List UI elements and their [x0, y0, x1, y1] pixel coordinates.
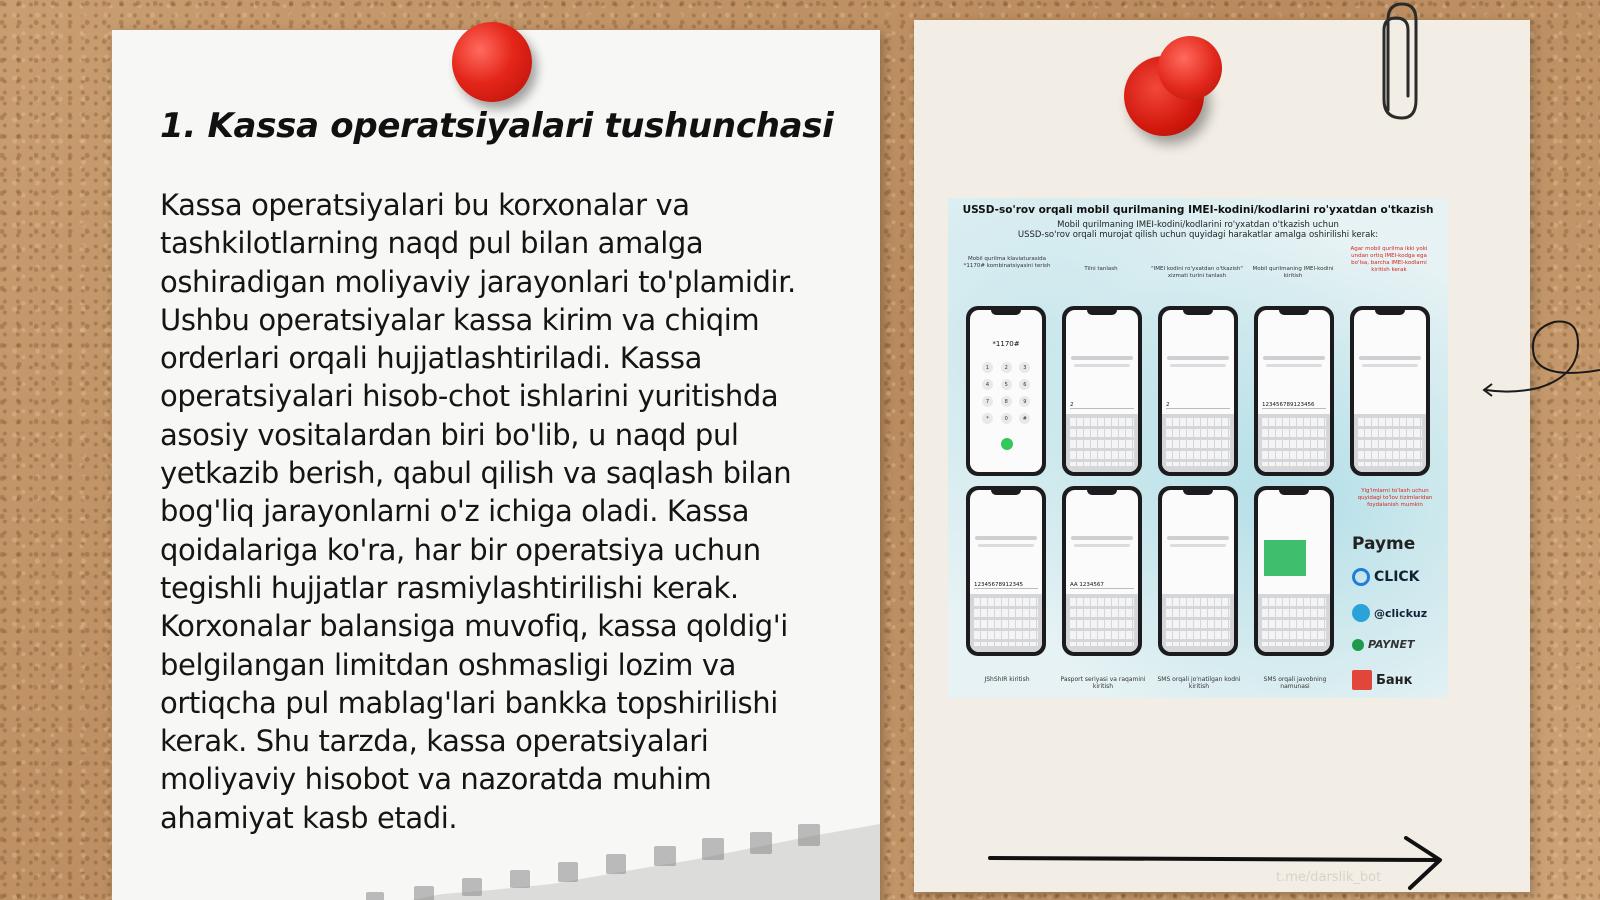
- payment-note: Yig'imlarni to'lash uchun quyidagi to'lov tizimlaridan foydalanish mumkin: [1357, 488, 1433, 508]
- step-label-3: "IMEI kodini ro'yxatdan o'tkazish" xizmati turini tanlash: [1151, 266, 1243, 279]
- bank-logo: Банк: [1352, 670, 1413, 690]
- phone-step-service: 2: [1158, 306, 1238, 476]
- red-push-pin-left: [452, 22, 532, 102]
- phone-step-multi-imei: [1350, 306, 1430, 476]
- telegram-click-logo: @clickuz: [1352, 604, 1427, 622]
- call-icon: [1001, 438, 1013, 450]
- phone-step-dial: *1170# 1 2 3 4 5 6 7 8 9 * 0 #: [966, 306, 1046, 476]
- click-logo: CLICK: [1352, 568, 1420, 586]
- click-icon: [1352, 568, 1370, 586]
- step-label-7: Pasport seriyasi va raqamini kiritish: [1060, 676, 1146, 690]
- paynet-icon: [1352, 639, 1364, 651]
- phone-step-sms-reply: [1254, 486, 1334, 656]
- phone-step-sms-code: [1158, 486, 1238, 656]
- infographic-subtitle: Mobil qurilmaning IMEI-kodini/kodlarini ro'yxatdan o'tkazish uchun USSD-so'rov orqali murojat qilish uchun quyidagi harakatlar amalga oshirilishi kerak:: [1017, 220, 1379, 240]
- step-label-6: JShShIR kiritish: [984, 676, 1030, 683]
- step-label-1: Mobil qurilma klaviaturasida *1170# kombinatsiyasini terish: [963, 256, 1051, 269]
- step-label-8: SMS orqali jo'natilgan kodni kiritish: [1157, 676, 1241, 690]
- paynet-logo: PAYNET: [1352, 638, 1415, 651]
- long-arrow-right: [986, 836, 1448, 896]
- red-push-pin-right: [1124, 46, 1216, 132]
- phone-step-language: 2: [1062, 306, 1142, 476]
- dial-code: *1170#: [992, 340, 1020, 348]
- step-label-4: Mobil qurilmaning IMEI-kodini kiritish: [1252, 266, 1334, 279]
- watermark: t.me/darslik_bot: [1276, 870, 1382, 885]
- step-label-9: SMS orqali javobning namunasi: [1263, 676, 1327, 690]
- phone-step-passport: AA 1234567: [1062, 486, 1142, 656]
- loop-arrow-doodle: [1482, 310, 1600, 410]
- phone-step-imei: 123456789123456: [1254, 306, 1334, 476]
- infographic-title: USSD-so'rov orqali mobil qurilmaning IMEI-kodini/kodlarini ro'yxatdan o'tkazish: [962, 204, 1434, 216]
- phone-step-pinfl: 12345678912345: [966, 486, 1046, 656]
- section-title: 1. Kassa operatsiyalari tushunchasi: [160, 106, 834, 146]
- telegram-icon: [1352, 604, 1370, 622]
- step-label-5: Agar mobil qurilma ikki yoki undan ortiq IMEI-kodga ega bo'lsa, barcha IMEI-kodlarni kiritish kerak: [1350, 246, 1428, 273]
- section-body-text: Kassa operatsiyalari bu korxonalar va tashkilotlarning naqd pul bilan amalga oshiradigan moliyaviy jarayonlari to'plamidir. Ushbu operatsiyalar kassa kirim va chiqim orderlari orqali hujjatlashtiriladi. Kassa operatsiyalari hisob-chot ishlarini yuritishda asosiy vositalardan biri bo'lib, u naqd pul yetkazib berish, qabul qilish va saqlash bilan bog'liq jarayonlarni o'z ichiga oladi. Kassa qoidalariga ko'ra, har bir operatsiya uchun tegishli hujjatlar rasmiylashtirilishi kerak. Korxonalar balansiga muvofiq, kassa qoldig'i belgilangan limitdan oshmasligi lozim va ortiqcha pul mablag'lari bankka topshirilishi kerak. Shu tarzda, kassa operatsiyalari moliyaviy hisobot va nazoratda muhim ahamiyat kasb etadi.: [160, 188, 796, 835]
- payme-logo: Payme: [1352, 534, 1416, 554]
- paperclip-icon: [1374, 0, 1420, 124]
- bank-icon: [1352, 670, 1372, 690]
- step-label-2: Tilni tanlash: [1084, 266, 1118, 272]
